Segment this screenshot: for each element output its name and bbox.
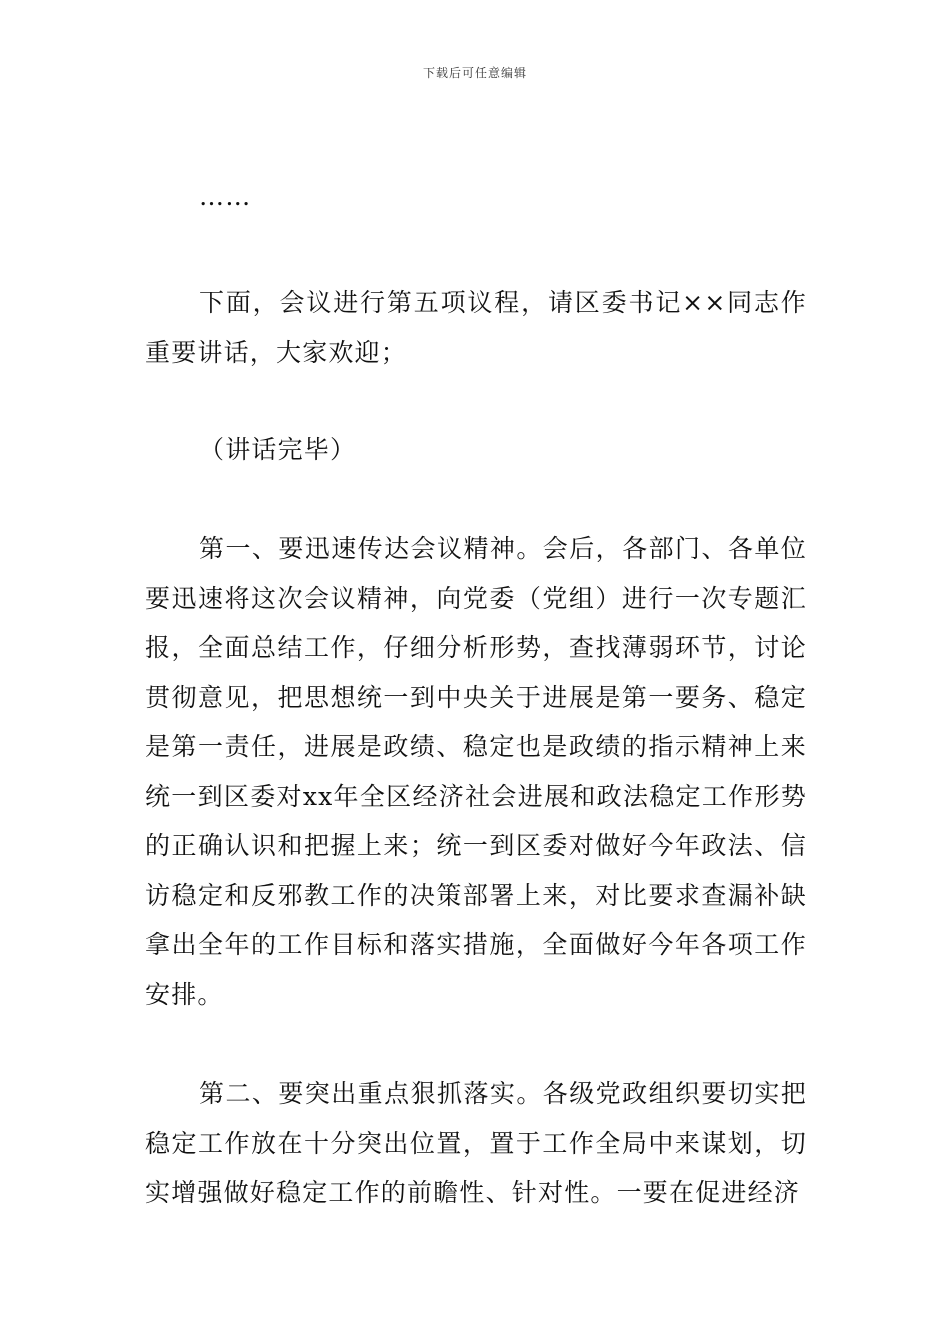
paragraph-agenda-item: 下面，会议进行第五项议程，请区委书记××同志作重要讲话，大家欢迎；: [145, 288, 807, 367]
page-header-note: 下载后可任意编辑: [422, 66, 527, 80]
ellipsis-line: ……: [199, 182, 252, 211]
paragraph-second-point: 第二、要突出重点狠抓落实。各级党政组织要切实把稳定工作放在十分突出位置，置于工作全局中来谋划，切实增强做好稳定工作的前瞻性、针对性。一要在促进经济: [145, 1079, 807, 1207]
paragraph-first-point: 第一、要迅速传达会议精神。会后，各部门、各单位要迅速将这次会议精神，向党委（党组）进行一次专题汇报，全面总结工作，仔细分析形势，查找薄弱环节，讨论贯彻意见，把思想统一到中央关于进展是第一要务、稳定是第一责任，进展是政绩、稳定也是政绩的指示精神上来统一到区委对xx年全区经济社会进展和政法稳定工作形势的正确认识和把握上来；统一到区委对做好今年政法、信访稳定和反邪教工作的决策部署上来，对比要求查漏补缺拿出全年的工作目标和落实措施，全面做好今年各项工作安排。: [145, 534, 807, 1009]
paragraph-speech-ended: （讲话完毕）: [199, 435, 357, 464]
